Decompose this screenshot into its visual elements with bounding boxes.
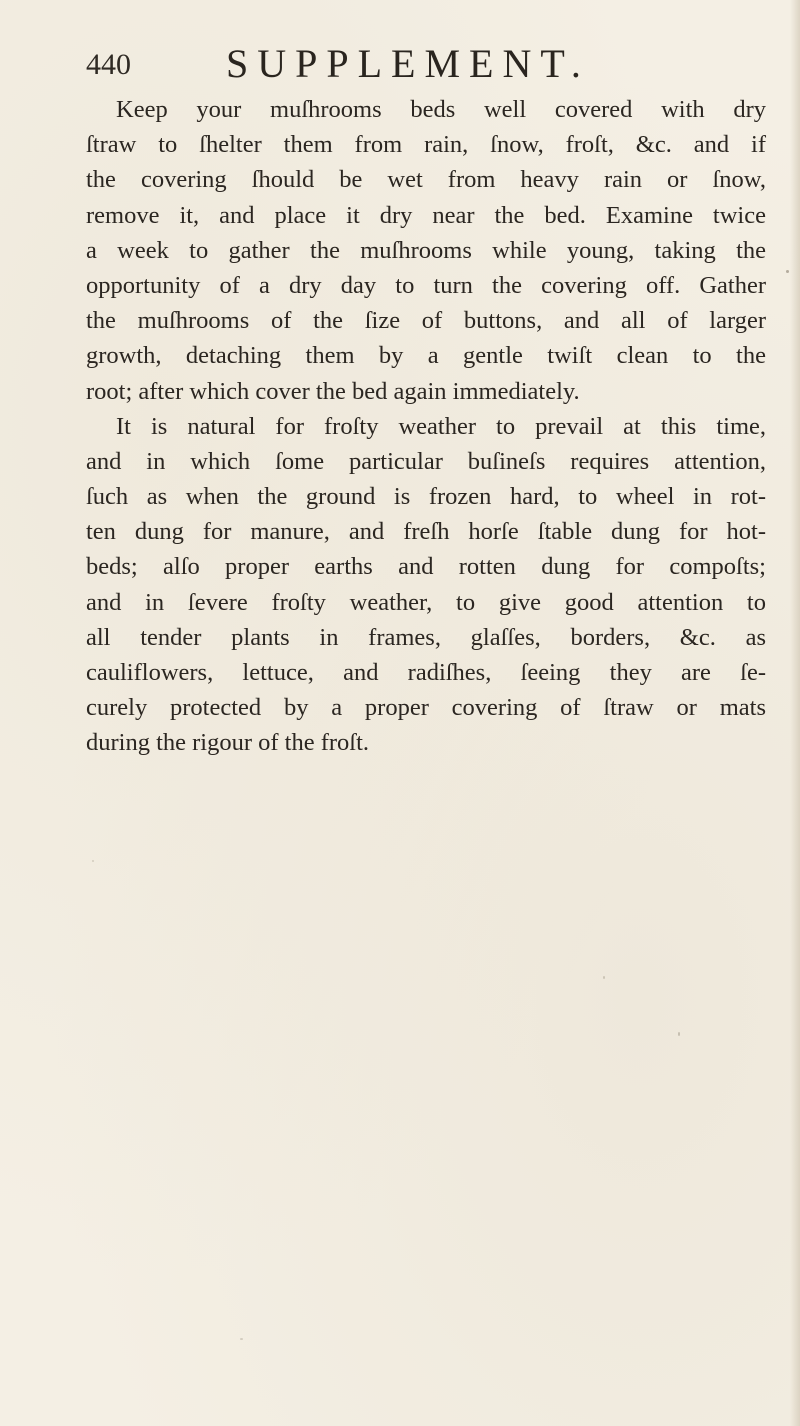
running-head: SUPPLEMENT. xyxy=(226,41,590,86)
text-line: the muſhrooms of the ſize of buttons, and all of larger xyxy=(86,307,766,335)
text-line: ſtraw to ſhelter them from rain, ſnow, froſt, &c. and if xyxy=(86,131,766,159)
text-line: ſuch as when the ground is frozen hard, to wheel in rot- xyxy=(86,483,766,511)
paper-speck xyxy=(603,976,605,979)
text-line: and in which ſome particular buſineſs requires attention, xyxy=(86,447,766,475)
paper-speck xyxy=(240,1338,243,1340)
text-line: curely protected by a proper covering of ſtraw or mats xyxy=(86,694,766,722)
text-line: during the rigour of the froſt. xyxy=(86,729,370,757)
text-line: Keep your muſhrooms beds well covered with dry xyxy=(116,96,766,123)
text-line: cauliflowers, lettuce, and radiſhes, ſeeing they are ſe- xyxy=(86,659,766,686)
paragraph xyxy=(86,409,766,761)
text-line: the covering ſhould be wet from heavy rain or ſnow, xyxy=(86,166,766,194)
paper-speck xyxy=(92,860,94,862)
paragraph xyxy=(86,92,766,409)
body-text xyxy=(86,92,766,761)
text-line: and in ſevere froſty weather, to give good attention to xyxy=(86,588,766,616)
text-line: remove it, and place it dry near the bed. Examine twice xyxy=(86,201,766,229)
text-line: all tender plants in frames, glaſſes, borders, &c. as xyxy=(86,623,766,651)
text-line: root; after which cover the bed again immediately. xyxy=(86,377,580,405)
paper-speck xyxy=(786,270,789,273)
page-edge-shadow xyxy=(790,0,800,1426)
text-line: opportunity of a dry day to turn the covering off. Gather xyxy=(86,271,766,299)
text-line: a week to gather the muſhrooms while young, taking the xyxy=(86,236,766,264)
paper-speck xyxy=(678,1032,680,1036)
text-line: growth, detaching them by a gentle twiſt clean to the xyxy=(86,342,766,370)
text-line: It is natural for froſty weather to prevail at this time, xyxy=(116,412,766,440)
text-line: ten dung for manure, and freſh horſe ſtable dung for hot- xyxy=(86,518,766,546)
page-number: 440 xyxy=(86,48,131,81)
text-line: beds; alſo proper earths and rotten dung for compoſts; xyxy=(86,553,766,581)
page-header xyxy=(86,40,756,90)
